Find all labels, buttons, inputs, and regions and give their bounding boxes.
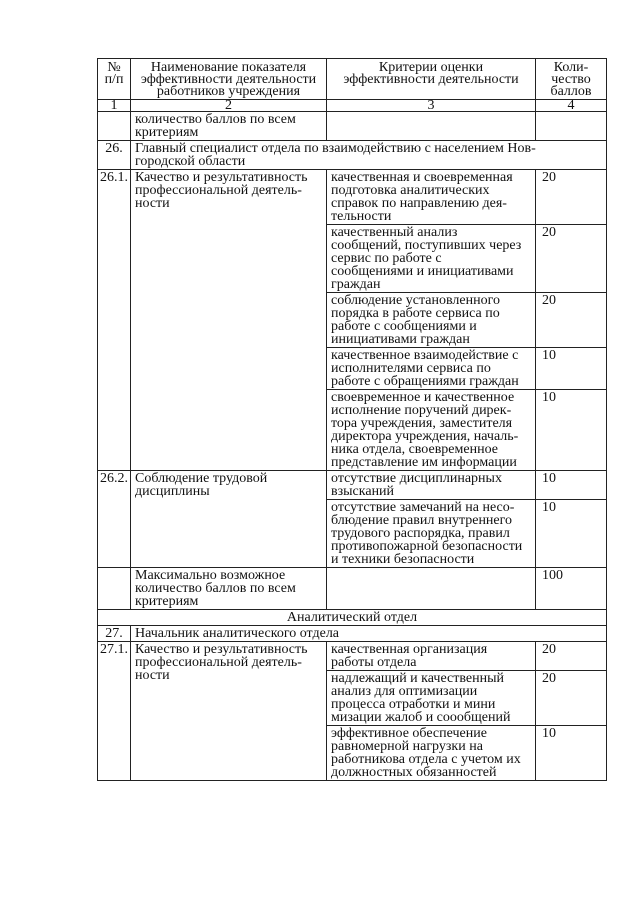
column-number-4: 4 <box>536 100 607 112</box>
top-total-label: количество баллов по всем критериям <box>131 112 327 141</box>
section-27-row <box>98 626 607 642</box>
indicator-name: Качество и результативность профессиональной деятель- ности <box>131 642 327 781</box>
table-row <box>98 112 607 141</box>
item-number: 26.2. <box>98 471 131 568</box>
table-row <box>98 471 607 500</box>
department-row <box>98 610 607 626</box>
item-number: 27.1. <box>98 642 131 781</box>
criterion-text: отсутствие дисциплинарных взысканий <box>327 471 536 500</box>
criterion-text: эффективное обеспечение равномерной нагрузки на работникова отдела с учетом их должностных обязанностей <box>327 726 536 781</box>
criterion-text: своевременное и качественное исполнение поручений дирек- тора учреждения, заместителя директора учреждения, началь- ника отдела, своевременное представление им информации <box>327 390 536 471</box>
section-number: 27. <box>98 626 131 642</box>
indicator-name: Качество и результативность профессиональной деятель- ности <box>131 170 327 471</box>
section-number: 26. <box>98 141 131 170</box>
header-points: Коли- чество баллов <box>536 59 607 100</box>
criterion-points: 20 <box>536 671 607 726</box>
criterion-points: 20 <box>536 293 607 348</box>
header-indicator-name: Наименование показателя эффективности деятельности работников учреждения <box>131 59 327 100</box>
criterion-text: соблюдение установленного порядка в работе сервиса по работе с сообщениями и инициативами граждан <box>327 293 536 348</box>
max-total-label: Максимально возможное количество баллов по всем критериям <box>131 568 327 610</box>
criterion-points: 10 <box>536 390 607 471</box>
criterion-points: 10 <box>536 500 607 568</box>
header-row <box>98 59 607 100</box>
criterion-points: 10 <box>536 471 607 500</box>
criterion-points: 20 <box>536 225 607 293</box>
criterion-points: 20 <box>536 170 607 225</box>
criterion-points: 20 <box>536 642 607 671</box>
criterion-points: 10 <box>536 726 607 781</box>
header-number-row <box>98 100 607 112</box>
column-number-1: 1 <box>98 100 131 112</box>
criterion-text: надлежащий и качественный анализ для оптимизации процесса отработки и мини мизации жалоб и сооoбщений <box>327 671 536 726</box>
header-criteria: Критерии оценки эффективности деятельности <box>327 59 536 100</box>
criteria-table <box>97 58 607 781</box>
criterion-points: 10 <box>536 348 607 390</box>
criterion-text: качественная организация работы отдела <box>327 642 536 671</box>
section-26-row <box>98 141 607 170</box>
criterion-text: качественный анализ сообщений, поступивших через сервис по работе с сообщениями и инициативами граждан <box>327 225 536 293</box>
table-row <box>98 642 607 671</box>
header-number: № п/п <box>98 59 131 100</box>
section-title: Начальник аналитического отдела <box>131 626 607 642</box>
max-total-points: 100 <box>536 568 607 610</box>
item-number: 26.1. <box>98 170 131 471</box>
column-number-3: 3 <box>327 100 536 112</box>
section-title: Главный специалист отдела по взаимодействию с населением Нов- городской области <box>131 141 607 170</box>
table-row <box>98 568 607 610</box>
criterion-text: качественное взаимодействие с исполнителями сервиса по работе с обращениями граждан <box>327 348 536 390</box>
table-row <box>98 170 607 225</box>
column-number-2: 2 <box>131 100 327 112</box>
indicator-name: Соблюдение трудовой дисциплины <box>131 471 327 568</box>
criterion-text: качественная и своевременная подготовка аналитических справок по направлению дея- тельности <box>327 170 536 225</box>
department-title: Аналитический отдел <box>98 610 607 626</box>
criterion-text: отсутствие замечаний на несо- блюдение правил внутреннего трудового распорядка, правил противопожарной безопасности и техники безопасности <box>327 500 536 568</box>
